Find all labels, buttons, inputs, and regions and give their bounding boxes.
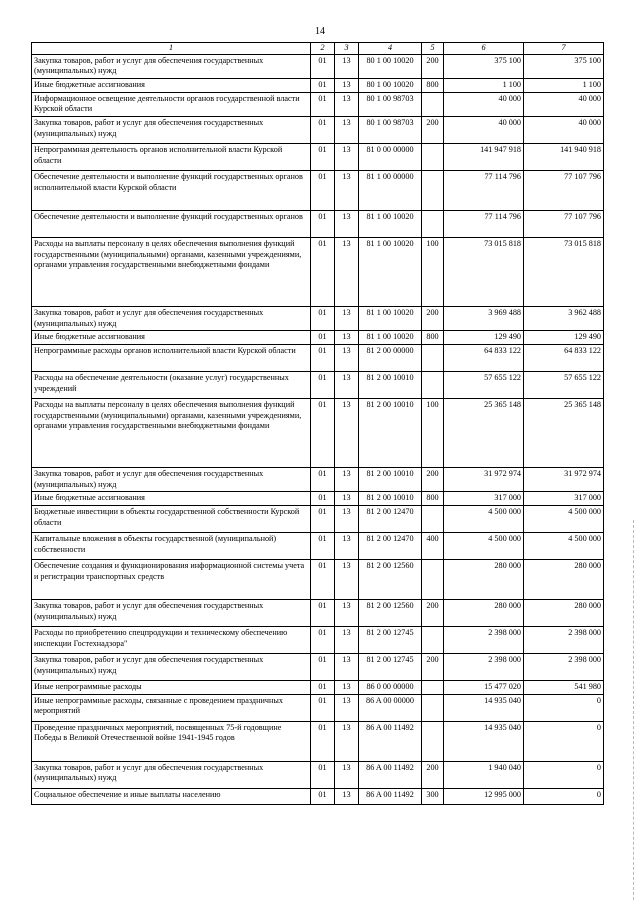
row-amount-2: 64 833 122 — [524, 344, 604, 371]
row-expense-type: 200 — [422, 54, 444, 78]
row-target-code: 81 2 00 12745 — [359, 653, 422, 680]
row-section: 01 — [311, 505, 335, 532]
table-row — [32, 532, 604, 559]
row-target-code: 86 0 00 00000 — [359, 680, 422, 694]
row-section: 01 — [311, 306, 335, 330]
row-amount-1: 73 015 818 — [444, 237, 524, 306]
row-amount-2: 0 — [524, 761, 604, 788]
row-amount-1: 64 833 122 — [444, 344, 524, 371]
row-subsection: 13 — [335, 54, 359, 78]
row-amount-2: 317 000 — [524, 492, 604, 506]
column-number-1: 1 — [32, 43, 311, 55]
row-amount-2: 77 107 796 — [524, 170, 604, 210]
row-name: Непрограммные расходы органов исполнительной власти Курской области — [32, 344, 311, 371]
row-name: Непрограммная деятельность органов исполнительной власти Курской области — [32, 143, 311, 170]
row-section: 01 — [311, 532, 335, 559]
row-expense-type: 800 — [422, 331, 444, 345]
table-row — [32, 344, 604, 371]
table-row — [32, 237, 604, 306]
row-name: Расходы по приобретению спецпродукции и техническому обеспечению инспекции Гостехнадзора" — [32, 626, 311, 653]
table-row — [32, 467, 604, 491]
row-target-code: 81 0 00 00000 — [359, 143, 422, 170]
row-expense-type — [422, 505, 444, 532]
row-name: Закупка товаров, работ и услуг для обеспечения государственных (муниципальных) нужд — [32, 653, 311, 680]
row-subsection: 13 — [335, 653, 359, 680]
row-section: 01 — [311, 116, 335, 143]
table-row — [32, 653, 604, 680]
row-expense-type: 200 — [422, 761, 444, 788]
row-expense-type: 100 — [422, 398, 444, 467]
row-amount-2: 40 000 — [524, 116, 604, 143]
row-target-code: 81 1 00 10020 — [359, 306, 422, 330]
row-amount-2: 1 100 — [524, 78, 604, 92]
page-number: 14 — [315, 26, 325, 37]
row-target-code: 81 1 00 10020 — [359, 331, 422, 345]
row-amount-1: 280 000 — [444, 559, 524, 599]
row-expense-type — [422, 626, 444, 653]
row-amount-1: 31 972 974 — [444, 467, 524, 491]
row-amount-1: 2 398 000 — [444, 653, 524, 680]
row-target-code: 81 2 00 12560 — [359, 559, 422, 599]
row-amount-2: 280 000 — [524, 559, 604, 599]
table-row — [32, 721, 604, 761]
row-section: 01 — [311, 54, 335, 78]
row-subsection: 13 — [335, 331, 359, 345]
row-subsection: 13 — [335, 788, 359, 804]
row-amount-2: 4 500 000 — [524, 505, 604, 532]
row-name: Иные непрограммные расходы — [32, 680, 311, 694]
row-subsection: 13 — [335, 371, 359, 398]
row-section: 01 — [311, 143, 335, 170]
row-subsection: 13 — [335, 467, 359, 491]
row-target-code: 86 A 00 11492 — [359, 761, 422, 788]
row-section: 01 — [311, 210, 335, 237]
column-number-2: 2 — [311, 43, 335, 55]
row-target-code: 81 2 00 10010 — [359, 398, 422, 467]
row-subsection: 13 — [335, 306, 359, 330]
table-row — [32, 143, 604, 170]
row-name: Капитальные вложения в объекты государственной (муниципальной) собственности — [32, 532, 311, 559]
row-name: Закупка товаров, работ и услуг для обеспечения государственных (муниципальных) нужд — [32, 306, 311, 330]
row-name: Закупка товаров, работ и услуг для обеспечения государственных (муниципальных) нужд — [32, 54, 311, 78]
row-amount-2: 141 940 918 — [524, 143, 604, 170]
row-expense-type: 800 — [422, 492, 444, 506]
row-expense-type: 200 — [422, 116, 444, 143]
row-expense-type — [422, 680, 444, 694]
row-amount-1: 57 655 122 — [444, 371, 524, 398]
row-amount-1: 317 000 — [444, 492, 524, 506]
row-subsection: 13 — [335, 398, 359, 467]
row-name: Закупка товаров, работ и услуг для обеспечения государственных (муниципальных) нужд — [32, 761, 311, 788]
row-amount-2: 541 980 — [524, 680, 604, 694]
row-section: 01 — [311, 170, 335, 210]
row-target-code: 80 1 00 10020 — [359, 78, 422, 92]
row-amount-2: 129 490 — [524, 331, 604, 345]
row-subsection: 13 — [335, 492, 359, 506]
row-expense-type: 100 — [422, 237, 444, 306]
row-expense-type — [422, 694, 444, 721]
row-section: 01 — [311, 467, 335, 491]
row-expense-type — [422, 344, 444, 371]
row-target-code: 81 2 00 12470 — [359, 505, 422, 532]
row-name: Информационное освещение деятельности органов государственной власти Курской области — [32, 92, 311, 116]
row-amount-1: 77 114 796 — [444, 210, 524, 237]
row-section: 01 — [311, 626, 335, 653]
table-row — [32, 626, 604, 653]
row-amount-1: 4 500 000 — [444, 532, 524, 559]
row-subsection: 13 — [335, 694, 359, 721]
table-row — [32, 306, 604, 330]
row-section: 01 — [311, 92, 335, 116]
row-target-code: 86 A 00 00000 — [359, 694, 422, 721]
row-amount-2: 0 — [524, 788, 604, 804]
row-subsection: 13 — [335, 170, 359, 210]
row-target-code: 81 2 00 10010 — [359, 467, 422, 491]
row-expense-type — [422, 170, 444, 210]
scan-edge-line — [632, 520, 634, 900]
column-number-4: 4 — [359, 43, 422, 55]
row-subsection: 13 — [335, 237, 359, 306]
row-amount-2: 77 107 796 — [524, 210, 604, 237]
row-subsection: 13 — [335, 559, 359, 599]
row-name: Иные непрограммные расходы, связанные с проведением праздничных мероприятий — [32, 694, 311, 721]
row-subsection: 13 — [335, 761, 359, 788]
row-subsection: 13 — [335, 116, 359, 143]
row-amount-1: 25 365 148 — [444, 398, 524, 467]
table-body — [32, 54, 604, 804]
table-row — [32, 492, 604, 506]
row-amount-1: 1 940 040 — [444, 761, 524, 788]
row-name: Закупка товаров, работ и услуг для обеспечения государственных (муниципальных) нужд — [32, 599, 311, 626]
row-name: Обеспечение деятельности и выполнение функций государственных органов — [32, 210, 311, 237]
row-subsection: 13 — [335, 344, 359, 371]
row-name: Расходы на выплаты персоналу в целях обеспечения выполнения функций государственными (муниципальными) органами, казенными учреждениями, органами управления государственными внебюджетными фондами — [32, 398, 311, 467]
row-amount-1: 14 935 040 — [444, 721, 524, 761]
row-amount-1: 40 000 — [444, 116, 524, 143]
row-target-code: 81 2 00 00000 — [359, 344, 422, 371]
column-number-7: 7 — [524, 43, 604, 55]
row-amount-2: 25 365 148 — [524, 398, 604, 467]
row-amount-2: 280 000 — [524, 599, 604, 626]
row-section: 01 — [311, 331, 335, 345]
row-section: 01 — [311, 371, 335, 398]
row-name: Иные бюджетные ассигнования — [32, 331, 311, 345]
column-number-3: 3 — [335, 43, 359, 55]
row-section: 01 — [311, 492, 335, 506]
row-subsection: 13 — [335, 532, 359, 559]
row-expense-type — [422, 92, 444, 116]
row-target-code: 81 2 00 12560 — [359, 599, 422, 626]
row-amount-1: 129 490 — [444, 331, 524, 345]
table-row — [32, 210, 604, 237]
row-amount-1: 40 000 — [444, 92, 524, 116]
row-target-code: 81 1 00 00000 — [359, 170, 422, 210]
row-amount-2: 73 015 818 — [524, 237, 604, 306]
row-subsection: 13 — [335, 143, 359, 170]
row-amount-2: 0 — [524, 721, 604, 761]
row-section: 01 — [311, 761, 335, 788]
row-amount-1: 280 000 — [444, 599, 524, 626]
row-subsection: 13 — [335, 210, 359, 237]
table-row — [32, 680, 604, 694]
row-target-code: 81 1 00 10020 — [359, 210, 422, 237]
row-amount-2: 375 100 — [524, 54, 604, 78]
row-amount-2: 2 398 000 — [524, 626, 604, 653]
row-amount-2: 3 962 488 — [524, 306, 604, 330]
row-name: Социальное обеспечение и иные выплаты населению — [32, 788, 311, 804]
row-name: Иные бюджетные ассигнования — [32, 78, 311, 92]
table-row — [32, 559, 604, 599]
row-subsection: 13 — [335, 626, 359, 653]
row-expense-type — [422, 210, 444, 237]
row-amount-2: 31 972 974 — [524, 467, 604, 491]
row-expense-type: 400 — [422, 532, 444, 559]
row-section: 01 — [311, 680, 335, 694]
row-section: 01 — [311, 599, 335, 626]
row-expense-type: 200 — [422, 306, 444, 330]
column-number-row — [32, 43, 604, 55]
row-amount-2: 57 655 122 — [524, 371, 604, 398]
row-name: Проведение праздничных мероприятий, посвященных 75-й годовщине Победы в Великой Отечественной войне 1941-1945 годов — [32, 721, 311, 761]
row-amount-1: 141 947 918 — [444, 143, 524, 170]
table-row — [32, 92, 604, 116]
row-section: 01 — [311, 237, 335, 306]
row-target-code: 81 2 00 10010 — [359, 492, 422, 506]
row-target-code: 80 1 00 98703 — [359, 116, 422, 143]
row-subsection: 13 — [335, 78, 359, 92]
row-target-code: 81 1 00 10020 — [359, 237, 422, 306]
row-target-code: 81 2 00 12470 — [359, 532, 422, 559]
row-expense-type — [422, 371, 444, 398]
row-expense-type — [422, 143, 444, 170]
table-row — [32, 116, 604, 143]
row-section: 01 — [311, 694, 335, 721]
row-target-code: 81 2 00 10010 — [359, 371, 422, 398]
row-target-code: 81 2 00 12745 — [359, 626, 422, 653]
row-expense-type: 200 — [422, 653, 444, 680]
table-row — [32, 694, 604, 721]
row-section: 01 — [311, 559, 335, 599]
column-number-6: 6 — [444, 43, 524, 55]
row-subsection: 13 — [335, 680, 359, 694]
row-name: Обеспечение создания и функционирования информационной системы учета и регистрации транспортных средств — [32, 559, 311, 599]
row-amount-1: 2 398 000 — [444, 626, 524, 653]
row-name: Бюджетные инвестиции в объекты государственной собственности Курской области — [32, 505, 311, 532]
row-name: Расходы на выплаты персоналу в целях обеспечения выполнения функций государственными (муниципальными) органами, казенными учреждениями, органами управления государственными внебюджетными фондами — [32, 237, 311, 306]
row-section: 01 — [311, 398, 335, 467]
row-expense-type — [422, 559, 444, 599]
column-number-5: 5 — [422, 43, 444, 55]
table-row — [32, 761, 604, 788]
table-row — [32, 398, 604, 467]
row-amount-1: 4 500 000 — [444, 505, 524, 532]
row-name: Обеспечение деятельности и выполнение функций государственных органов исполнительной власти Курской области — [32, 170, 311, 210]
table-row — [32, 54, 604, 78]
table-row — [32, 78, 604, 92]
row-expense-type: 200 — [422, 467, 444, 491]
table-row — [32, 505, 604, 532]
row-expense-type: 800 — [422, 78, 444, 92]
row-section: 01 — [311, 721, 335, 761]
row-subsection: 13 — [335, 721, 359, 761]
table-row — [32, 331, 604, 345]
table-row — [32, 599, 604, 626]
row-target-code: 86 A 00 11492 — [359, 788, 422, 804]
row-amount-2: 4 500 000 — [524, 532, 604, 559]
row-amount-1: 1 100 — [444, 78, 524, 92]
row-name: Закупка товаров, работ и услуг для обеспечения государственных (муниципальных) нужд — [32, 467, 311, 491]
table-row — [32, 788, 604, 804]
row-name: Расходы на обеспечение деятельности (оказание услуг) государственных учреждений — [32, 371, 311, 398]
row-subsection: 13 — [335, 505, 359, 532]
row-amount-1: 375 100 — [444, 54, 524, 78]
row-amount-1: 15 477 020 — [444, 680, 524, 694]
row-section: 01 — [311, 344, 335, 371]
row-expense-type: 300 — [422, 788, 444, 804]
row-section: 01 — [311, 78, 335, 92]
row-target-code: 80 1 00 98703 — [359, 92, 422, 116]
row-amount-2: 2 398 000 — [524, 653, 604, 680]
budget-table — [31, 42, 604, 805]
row-amount-1: 14 935 040 — [444, 694, 524, 721]
row-expense-type: 200 — [422, 599, 444, 626]
row-amount-2: 0 — [524, 694, 604, 721]
row-target-code: 86 A 00 11492 — [359, 721, 422, 761]
row-subsection: 13 — [335, 92, 359, 116]
row-expense-type — [422, 721, 444, 761]
row-amount-1: 12 995 000 — [444, 788, 524, 804]
row-section: 01 — [311, 653, 335, 680]
row-subsection: 13 — [335, 599, 359, 626]
table-row — [32, 170, 604, 210]
row-section: 01 — [311, 788, 335, 804]
row-amount-2: 40 000 — [524, 92, 604, 116]
row-name: Закупка товаров, работ и услуг для обеспечения государственных (муниципальных) нужд — [32, 116, 311, 143]
row-amount-1: 77 114 796 — [444, 170, 524, 210]
row-amount-1: 3 969 488 — [444, 306, 524, 330]
row-target-code: 80 1 00 10020 — [359, 54, 422, 78]
row-name: Иные бюджетные ассигнования — [32, 492, 311, 506]
table-row — [32, 371, 604, 398]
